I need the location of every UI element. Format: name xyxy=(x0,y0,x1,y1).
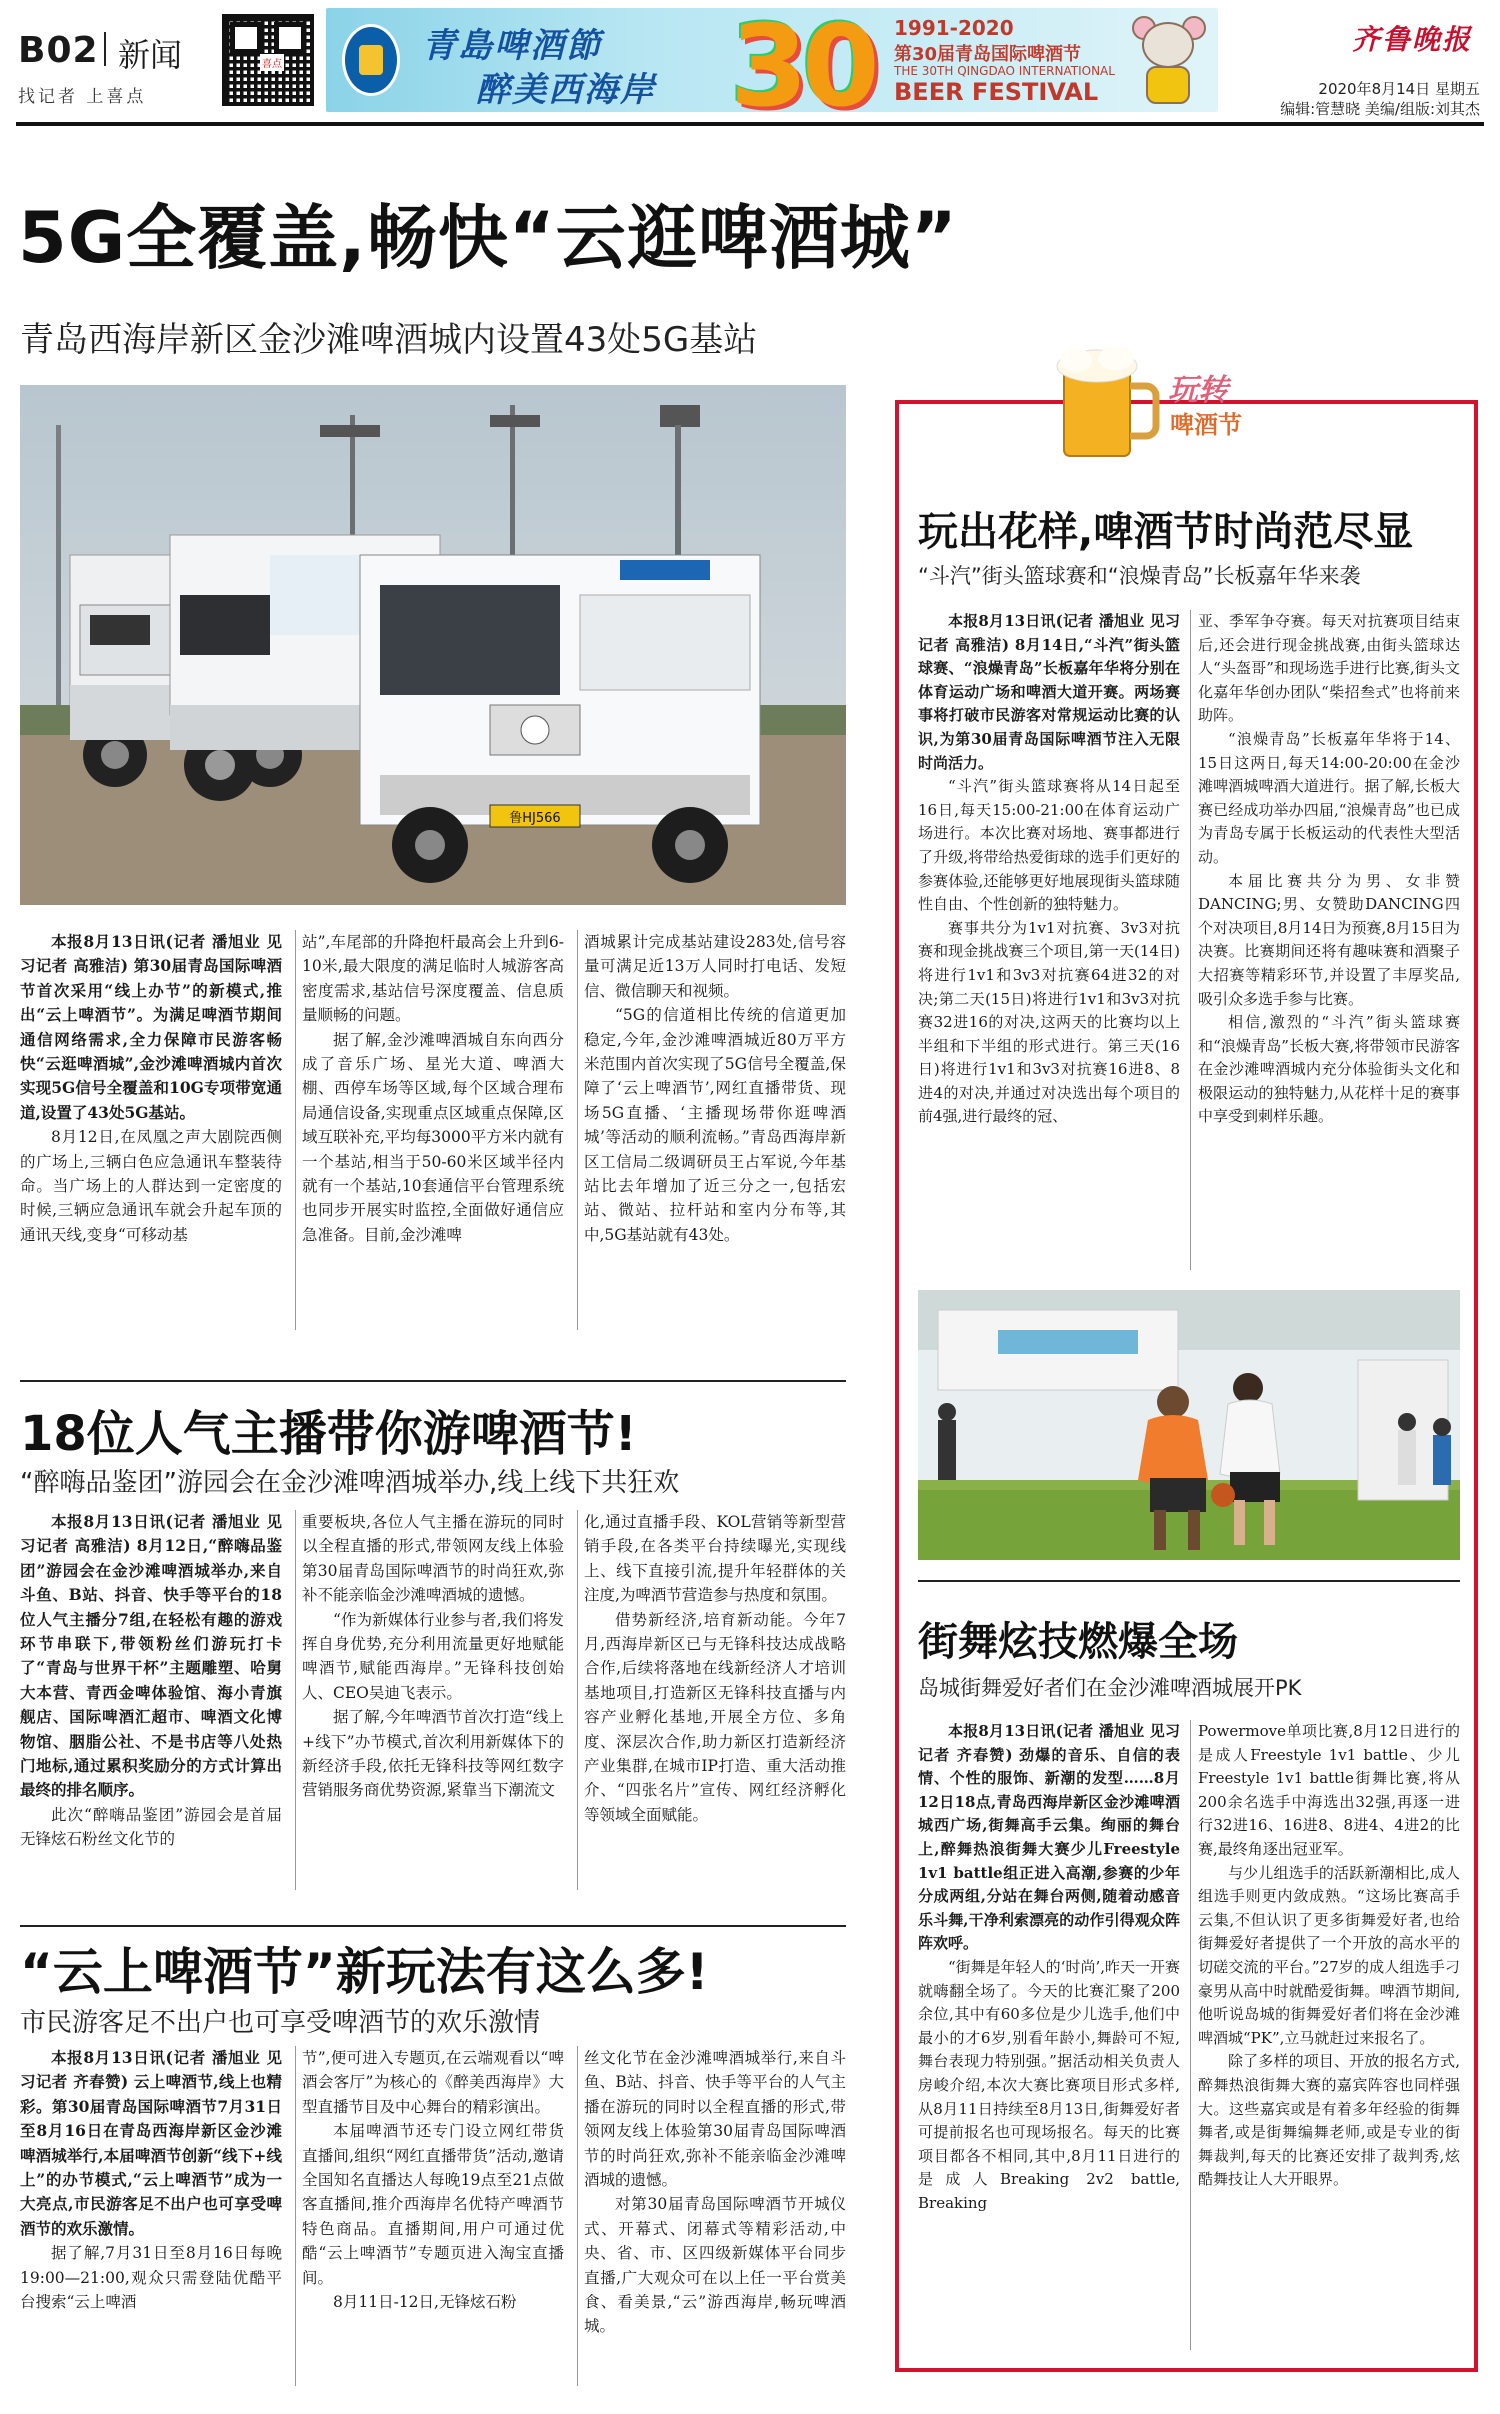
article3-column-1 xyxy=(20,2046,282,2314)
banner-title-en-big: BEER FESTIVAL xyxy=(894,78,1099,106)
headline-fashion: 玩出花样,啤酒节时尚范尽显 xyxy=(918,509,1414,555)
subheadline-street-dance: 岛城街舞爱好者们在金沙滩啤酒城展开PK xyxy=(918,1676,1302,1700)
article5-paragraph: Powermove单项比赛,8月12日进行的是成人Freestyle 1v1 battle、少儿Freestyle 1v1 battle街舞比赛,将从200余名选手中海选出32强,再逐一进行32进16、16进8、8进4、4进2的比赛,最终角逐出冠亚军。 xyxy=(1198,1722,1460,1858)
article5-column-1 xyxy=(918,1720,1180,2215)
article3-paragraph: 丝文化节在金沙滩啤酒城举行,来自斗鱼、B站、抖音、快手等平台的人气主播在游玩的同时以全程直播的形式,带领网友线上体验第30届青岛国际啤酒节的时尚狂欢,弥补不能亲临金沙滩啤酒城的遗憾。 xyxy=(584,2049,846,2190)
subheadline-anchors: “醉嗨品鉴团”游园会在金沙滩啤酒城举办,线上线下共狂欢 xyxy=(20,1468,680,1498)
article3-paragraph: 8月11日-12日,无锋炫石粉 xyxy=(333,2293,517,2312)
section-name: 新闻 xyxy=(118,36,183,74)
article4-paragraph: 亚、季军争夺赛。每天对抗赛项目结束后,还会进行现金挑战赛,由街头篮球达人“头盔哥”和现场选手进行比赛,街头文化嘉年华创办团队“柴招叁式”也将前来助阵。 xyxy=(1198,612,1460,725)
header-rule xyxy=(16,122,1484,126)
article2-paragraph: 借势新经济,培育新动能。今年7月,西海岸新区已与无锋科技达成战略合作,后续将落地在线新经济人才培训基地项目,打造新区无锋科技直播与内容产业孵化基地,开展全方位、多角度、深层次合作,助力新区打造新经济产业集群,在城市IP打造、重大活动推介、“四张名片”宣传、网红经济孵化等领域全面赋能。 xyxy=(584,1610,846,1824)
article3-paragraph: 据了解,7月31日至8月16日每晚19:00—21:00,观众只需登陆优酷平台搜索“云上啤酒 xyxy=(20,2244,282,2312)
article1-paragraph: 8月12日,在凤凰之声大剧院西侧的广场上,三辆白色应急通讯车整装待命。当广场上的人群达到一定密度的时候,三辆应急通讯车就会升起车顶的通讯天线,变身“可移动基 xyxy=(20,1128,282,1244)
issue-date: 2020年8月14日 星期五 xyxy=(1318,80,1480,98)
article1-column-2 xyxy=(302,930,564,1247)
article3-column-3 xyxy=(584,2046,846,2339)
article5-paragraph: 本报8月13日讯(记者 潘旭业 见习记者 齐春赞) 劲爆的音乐、自信的表情、个性的服饰、新潮的发型……8月12日18点,青岛西海岸新区金沙滩啤酒城西广场,街舞高手云集。绚丽的舞台上,醉舞热浪街舞大赛少儿Freestyle 1v1 battle组正进入高潮,参赛的少年分成两组,分站在舞台两侧,随着动感音乐斗舞,干净利索漂亮的动作引得观众阵阵欢呼。 xyxy=(918,1722,1180,1953)
page-number: B02 xyxy=(18,30,99,71)
article3-paragraph: 节”,便可进入专题页,在云端观看以“啤酒会客厅”为核心的《醉美西海岸》大型直播节目及中心舞台的精彩演出。 xyxy=(302,2049,564,2116)
article4-paragraph: “浪燥青岛”长板嘉年华将于14、15日这两日,每天14:00-20:00在金沙滩啤酒城啤酒大道进行。据了解,长板大赛已经成功举办四届,“浪燥青岛”也已成为青岛专属于长板运动的代表性大型活动。 xyxy=(1198,729,1460,866)
article4-paragraph: “斗汽”街头篮球赛将从14日起至16日,每天15:00-21:00在体育运动广场进行。本次比赛对场地、赛事都进行了升级,将带给热爱街球的选手们更好的参赛体验,还能够更好地展现街头篮球随性自由、个性创新的独特魅力。 xyxy=(918,777,1180,914)
article3-column-2 xyxy=(302,2046,564,2314)
editor-credits: 编辑:管慧晓 美编/组版:刘其杰 xyxy=(1280,100,1480,118)
headline-anchors: 18位人气主播带你游啤酒节! xyxy=(20,1406,637,1462)
newspaper-masthead: 齐鲁晚报 xyxy=(1352,23,1473,56)
article2-column-2 xyxy=(302,1510,564,1803)
column-divider xyxy=(295,2046,296,2386)
article1-column-1 xyxy=(20,930,282,1247)
article2-paragraph: 据了解,今年啤酒节首次打造“线上+线下”办节模式,首次利用新媒体下的新经济手段,依托无锋科技等网红数字营销服务商优势资源,紧靠当下潮流文 xyxy=(302,1708,564,1800)
subheadline-cloud-beer: 市民游客足不出户也可享受啤酒节的欢乐激情 xyxy=(20,2008,541,2038)
article5-paragraph: “街舞是年轻人的‘时尚’,昨天一开赛就嗨翻全场了。今天的比赛汇聚了200余位,其中有60多位是少儿选手,他们中最小的才6岁,别看年龄小,舞龄可不短,舞台表现力特别强。”据活动相关负责人房峻介绍,本次大赛比赛项目形式多样,从8月11日持续至8月13日,街舞爱好者可提前报名也可现场报名。每天的比赛项目都各不相同,其中,8月11日进行的是成人Breaking 2v2 battle, Breaking xyxy=(918,1957,1180,2212)
badge-line2: 啤酒节 xyxy=(1170,411,1242,439)
article5-paragraph: 与少儿组选手的活跃新潮相比,成人组选手则更内敛成熟。“这场比赛高手云集,不但认识了更多街舞爱好者,也给街舞爱好者提供了一个开放的高水平的切磋交流的平台。”27岁的成人组选手刁豪男从高中时就酷爱街舞。啤酒节期间,他听说岛城的街舞爱好者们将在金沙滩啤酒城“PK”,立马就赶过来报名了。 xyxy=(1198,1863,1460,2047)
article4-column-1 xyxy=(918,610,1180,1129)
section-rule xyxy=(20,1380,846,1382)
article1-paragraph: 本报8月13日讯(记者 潘旭业 见习记者 高雅洁) 第30届青岛国际啤酒节首次采用“线上办节”的新模式,推出“云上啤酒节”。为满足啤酒节期间通信网络需求,全力保障市民游客畅快“云逛啤酒城”,金沙滩啤酒城内首次实现5G信号全覆盖和10G专项带宽通道,设置了43处5G基站。 xyxy=(20,932,282,1122)
section-rule xyxy=(20,1925,846,1927)
article2-column-1 xyxy=(20,1510,282,1852)
festival-logo-icon xyxy=(342,24,400,96)
subheadline-5g: 青岛西海岸新区金沙滩啤酒城内设置43处5G基站 xyxy=(20,320,758,360)
column-divider xyxy=(295,930,296,1330)
banner-calligraphy-line2: 醉美西海岸 xyxy=(476,70,656,110)
article2-paragraph: “作为新媒体行业参与者,我们将发挥自身优势,充分利用流量更好地赋能啤酒节,赋能西海岸。”无锋科技创始人、CEO吴迪飞表示。 xyxy=(302,1610,564,1702)
banner-years: 1991-2020 xyxy=(894,16,1014,40)
banner-title-cn: 第30届青岛国际啤酒节 xyxy=(894,44,1082,65)
article4-column-2 xyxy=(1198,610,1460,1129)
article4-paragraph: 相信,激烈的“斗汽”街头篮球赛和“浪燥青岛”长板大赛,将带领市民游客在金沙滩啤酒城内充分体验街头文化和极限运动的独特魅力,从花样十足的赛事中享受到刺样乐趣。 xyxy=(1198,1013,1460,1126)
article1-paragraph: 据了解,金沙滩啤酒城自东向西分成了音乐广场、星光大道、啤酒大棚、西停车场等区域,每个区域合理布局通信设备,实现重点区域重点保障,区域互联补充,平均每3000平方米内就有一个基站,相当于50-60米区域半径内就有一个基站,10套通信平台管理系统也同步开展实时监控,全面做好通信应急准备。目前,金沙滩啤 xyxy=(302,1030,564,1244)
column-divider xyxy=(295,1510,296,1890)
article3-paragraph: 对第30届青岛国际啤酒节开城仪式、开幕式、闭幕式等精彩活动,中央、省、市、区四级新媒体平台同步直播,广大观众可在以上任一平台赏美食、看美景,“云”游西海岸,畅玩啤酒城。 xyxy=(584,2195,846,2336)
header-tagline: 找记者 上喜点 xyxy=(18,87,147,107)
header-divider xyxy=(104,32,106,66)
article4-paragraph: 赛事共分为1v1对抗赛、3v3对抗赛和现金挑战赛三个项目,第一天(14日)将进行1v1和3v3对抗赛64进32的对决;第二天(15日)将进行1v1和3v3对抗赛32进16的对决,这两天的比赛均以上半组和下半组的形式进行。第三天(16日)将进行1v1和3v3对抗赛16进8、8进4的对决,并通过对决选出每个项目的前4强,进行最终的冠、 xyxy=(918,918,1180,1126)
article5-paragraph: 除了多样的项目、开放的报名方式,醉舞热浪街舞大赛的嘉宾阵容也同样强大。这些嘉宾或是有着多年经验的街舞舞者,或是街舞编舞老师,或是专业的街舞裁判,每天的比赛还安排了裁判秀,炫酷舞技让人大开眼界。 xyxy=(1198,2052,1460,2189)
banner-calligraphy-line1: 青島啤酒節 xyxy=(422,26,602,66)
column-divider xyxy=(577,1510,578,1890)
headline-5g: 5G全覆盖,畅快“云逛啤酒城” xyxy=(18,197,958,279)
column-divider xyxy=(577,2046,578,2386)
mascot-icon xyxy=(1124,14,1208,106)
headline-cloud-beer: “云上啤酒节”新玩法有这么多! xyxy=(20,1943,709,2001)
column-divider xyxy=(1190,610,1191,1270)
article1-column-3 xyxy=(584,930,846,1247)
truck-photo-svg xyxy=(20,385,846,905)
article3-paragraph: 本届啤酒节还专门设立网红带货直播间,组织“网红直播带货”活动,邀请全国知名直播达人每晚19点至21点做客直播间,推介西海岸名优特产啤酒节特色商品。直播期间,用户可通过优酷“云上啤酒节”专题页进入淘宝直播间。 xyxy=(302,2122,564,2287)
headline-street-dance: 街舞炫技燃爆全场 xyxy=(918,1619,1238,1665)
article2-paragraph: 重要板块,各位人气主播在游玩的同时以全程直播的形式,带领网友线上体验第30届青岛国际啤酒节的时尚狂欢,弥补不能亲临金沙滩啤酒城的遗憾。 xyxy=(302,1513,564,1605)
license-plate: 鲁HJ566 xyxy=(509,811,561,826)
article2-paragraph: 本报8月13日讯(记者 潘旭业 见习记者 高雅洁) 8月12日,“醉嗨品鉴团”游园会在金沙滩啤酒城举办,来自斗鱼、B站、抖音、快手等平台的18位人气主播分7组,在轻松有趣的游戏环节串联下,带领粉丝们游玩打卡了“青岛与世界干杯”主题雕塑、哈舅大本营、青西金啤体验馆、海小青旗舰店、国际啤酒汇超市、啤酒文化博物馆、胭脂公社、不是书店等八处热门地标,通过累积奖励分的方式计算出最终的排名顺序。 xyxy=(20,1512,282,1800)
article2-column-3 xyxy=(584,1510,846,1827)
article5-column-2 xyxy=(1198,1720,1460,2192)
banner-title-en-small: THE 30TH QINGDAO INTERNATIONAL xyxy=(894,64,1115,78)
qr-code-label: 喜点 xyxy=(260,54,284,71)
article4-paragraph: 本报8月13日讯(记者 潘旭业 见习记者 高雅洁) 8月14日,“斗汽”街头篮球赛、“浪燥青岛”长板嘉年华将分别在体育运动广场和啤酒大道开赛。两场赛事将打破市民游客对常规运动比赛的认识,为第30届青岛国际啤酒节注入无限时尚活力。 xyxy=(918,612,1180,772)
banner-anniversary-number: 30 xyxy=(730,8,874,112)
beer-mug-icon xyxy=(1052,342,1162,462)
subheadline-fashion: “斗汽”街头篮球赛和“浪燥青岛”长板嘉年华来袭 xyxy=(918,564,1361,588)
article1-paragraph: “5G的信道相比传统的信道更加稳定,今年,金沙滩啤酒城近80万平方米范围内首次实现了5G信号全覆盖,保障了‘云上啤酒节’,网红直播带货、现场5G直播、‘主播现场带你逛啤酒城’等活动的顺利流畅。”青岛西海岸新区工信局二级调研员王占军说,今年基站比去年增加了近三分之一,包括宏站、微站、拉杆站和室内分布等,其中,5G基站就有43处。 xyxy=(584,1006,846,1244)
beer-festival-banner xyxy=(326,8,1218,112)
column-divider xyxy=(577,930,578,1330)
article2-paragraph: 此次“醉嗨品鉴团”游园会是首届无锋炫石粉丝文化节的 xyxy=(20,1805,282,1849)
photo-communication-trucks xyxy=(20,385,846,905)
article1-paragraph: 酒城累计完成基站建设283处,信号容量可满足近13万人同时打电话、发短信、微信聊天和视频。 xyxy=(584,933,846,1000)
article1-paragraph: 站”,车尾部的升降抱杆最高会上升到6-10米,最大限度的满足临时人城游客高密度需求,基站信号深度覆盖、信息质量顺畅的问题。 xyxy=(302,933,564,1025)
badge-line1: 玩转 xyxy=(1168,373,1228,408)
column-divider xyxy=(1190,1720,1191,2350)
photo-street-basketball xyxy=(918,1290,1460,1560)
article3-paragraph: 本报8月13日讯(记者 潘旭业 见习记者 齐春赞) 云上啤酒节,线上也精彩。第30届青岛国际啤酒节7月31日至8月16日在青岛西海岸新区金沙滩啤酒城举行,本届啤酒节创新“线下+线上”的办节模式,“云上啤酒节”成为一大亮点,市民游客足不出户也可享受啤酒节的欢乐激情。 xyxy=(20,2048,282,2238)
section-rule xyxy=(918,1580,1460,1582)
article2-paragraph: 化,通过直播手段、KOL营销等新型营销手段,在各类平台持续曝光,实现线上、线下直接引流,提升年轻群体的关注度,为啤酒节营造参与热度和氛围。 xyxy=(584,1513,846,1605)
article4-paragraph: 本届比赛共分为男、女非赞DANCING;男、女赞助DANCING四个对决项目,8月14日为预赛,8月15日为决赛。比赛期间还将有趣味赛和酒聚子大招赛等精彩环节,并设置了丰厚奖品,吸引众多选手参与比赛。 xyxy=(1198,871,1460,1008)
